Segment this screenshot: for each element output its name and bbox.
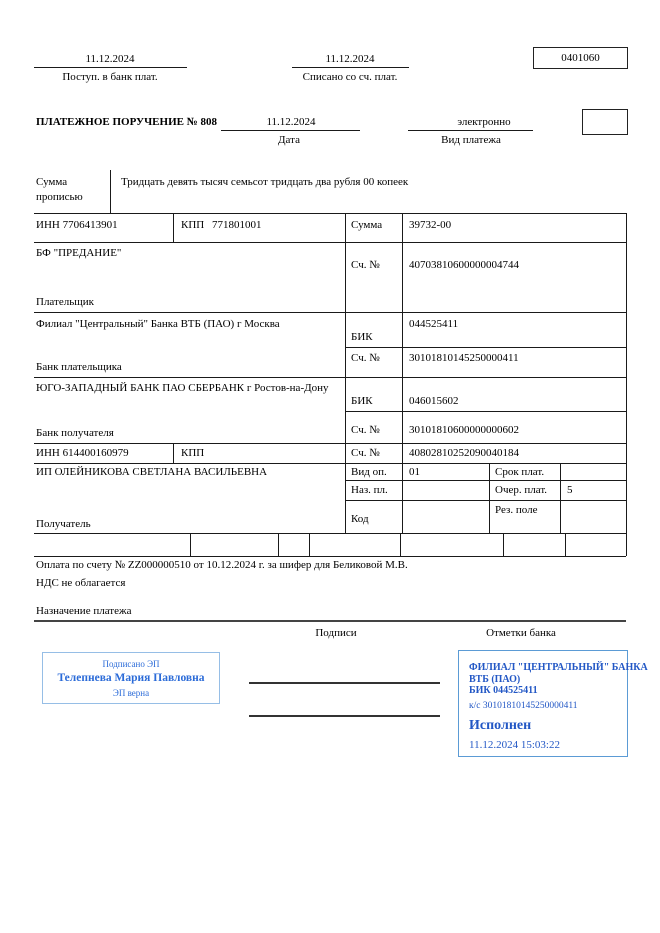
grid-line-v	[345, 213, 346, 533]
grid-line-v	[110, 170, 111, 213]
payment-kind-underline	[408, 130, 533, 131]
date-label: Дата	[278, 134, 300, 146]
signature-stamp-name: Телепнева Мария Павловна	[57, 671, 205, 684]
payer-kpp-label: КПП	[181, 219, 205, 231]
debited-date-underline	[292, 67, 409, 68]
srok-plat-label: Срок плат.	[495, 466, 545, 478]
grid-line-v	[565, 533, 566, 556]
payer-bank-label: Банк плательщика	[36, 361, 122, 373]
payer-kpp: 771801001	[212, 219, 262, 231]
payer-account: 40703810600000004744	[409, 259, 519, 271]
bank-stamp-status: Исполнен	[469, 717, 532, 733]
grid-line-v	[190, 533, 191, 556]
received-date: 11.12.2024	[85, 53, 135, 65]
payee-label: Получатель	[36, 518, 91, 530]
grid-line-v	[400, 533, 401, 556]
payer-bank-account: 30101810145250000411	[409, 352, 519, 364]
grid-line-h	[345, 411, 626, 412]
bank-stamp-line4: к/с 30101810145250000411	[469, 700, 578, 711]
payee-bank-name: ЮГО-ЗАПАДНЫЙ БАНК ПАО СБЕРБАНК г Ростов-на-Дону	[36, 382, 329, 394]
debited-date: 11.12.2024	[325, 53, 375, 65]
payer-bank-name: Филиал "Центральный" Банка ВТБ (ПАО) г Москва	[36, 318, 280, 330]
vid-op-label: Вид оп.	[351, 466, 387, 478]
date-underline	[221, 130, 360, 131]
kod-label: Код	[351, 513, 369, 525]
received-date-underline	[34, 67, 187, 68]
grid-line-h	[34, 533, 626, 534]
payer-inn: ИНН 7706413901	[36, 219, 118, 231]
grid-line-h	[34, 556, 626, 557]
grid-line-h	[34, 377, 626, 378]
signatures-title: Подписи	[315, 627, 357, 639]
naz-pl-label: Наз. пл.	[351, 484, 388, 496]
signature-line-2	[249, 715, 440, 717]
grid-line-h	[345, 480, 626, 481]
grid-line-v	[173, 213, 174, 242]
payee-bank-account: 30101810600000000602	[409, 424, 519, 436]
grid-line-h	[34, 312, 626, 313]
payment-kind-code-box	[582, 109, 628, 135]
vid-op-value: 01	[409, 466, 420, 478]
rez-pole-label: Рез. поле	[495, 504, 538, 516]
payee-name: ИП ОЛЕЙНИКОВА СВЕТЛАНА ВАСИЛЬЕВНА	[36, 466, 268, 478]
ocher-plat-value: 5	[567, 484, 573, 496]
grid-line-v	[309, 533, 310, 556]
payee-bank-bik-label: БИК	[351, 395, 373, 407]
payment-kind-label: Вид платежа	[441, 134, 501, 146]
sum-label: Сумма	[351, 219, 383, 231]
amount-words-label-line1: Сумма	[36, 176, 68, 188]
grid-line-h	[345, 347, 626, 348]
payer-account-label: Сч. №	[351, 259, 380, 271]
electronic-signature-stamp	[42, 652, 220, 704]
form-code: 0401060	[561, 52, 600, 64]
payer-label: Плательщик	[36, 296, 94, 308]
signature-stamp-line1: Подписано ЭП	[102, 658, 160, 669]
grid-line-v	[626, 213, 627, 556]
bank-execution-stamp	[458, 650, 648, 757]
payee-bank-account-label: Сч. №	[351, 424, 380, 436]
ocher-plat-label: Очер. плат.	[495, 484, 548, 496]
payee-bank-bik: 046015602	[409, 395, 459, 407]
grid-line-v	[173, 443, 174, 463]
purpose-divider-line	[34, 620, 626, 622]
signature-stamp-line3: ЭП верна	[112, 687, 150, 698]
bank-stamp-line3: БИК 044525411	[469, 685, 538, 696]
payer-bank-bik-label: БИК	[351, 331, 373, 343]
purpose-text-line2: НДС не облагается	[36, 577, 126, 589]
received-date-label: Поступ. в банк плат.	[62, 71, 158, 83]
grid-line-h	[34, 242, 626, 243]
bank-stamp-line1: ФИЛИАЛ "ЦЕНТРАЛЬНЫЙ" БАНКА	[469, 662, 648, 673]
grid-line-v	[489, 463, 490, 533]
payer-bank-bik: 044525411	[409, 318, 459, 330]
grid-line-h	[34, 213, 626, 214]
payer-name: БФ "ПРЕДАНИЕ"	[36, 247, 122, 259]
bank-stamp-timestamp: 11.12.2024 15:03:22	[469, 738, 560, 751]
grid-line-v	[278, 533, 279, 556]
bank-stamp-line2: ВТБ (ПАО)	[469, 673, 521, 685]
payee-account: 40802810252090040184	[409, 447, 519, 459]
payee-bank-label: Банк получателя	[36, 427, 114, 439]
grid-line-v	[503, 533, 504, 556]
payment-kind-value: электронно	[457, 116, 511, 128]
grid-line-h	[345, 500, 626, 501]
signature-line-1	[249, 682, 440, 684]
amount-words: Тридцать девять тысяч семьсот тридцать два рубля 00 копеек	[121, 176, 409, 188]
grid-line-v	[402, 213, 403, 533]
payee-inn: ИНН 614400160979	[36, 447, 129, 459]
bank-marks-title: Отметки банка	[486, 627, 556, 639]
purpose-text-line1: Оплата по счету № ZZ000000510 от 10.12.2024 г. за шифер для Беликовой М.В.	[36, 559, 408, 571]
document-title: ПЛАТЕЖНОЕ ПОРУЧЕНИЕ № 808	[36, 116, 218, 128]
form-code-box	[533, 47, 628, 69]
purpose-label: Назначение платежа	[36, 605, 132, 617]
document-date: 11.12.2024	[266, 116, 316, 128]
grid-line-h	[34, 463, 626, 464]
payer-bank-account-label: Сч. №	[351, 352, 380, 364]
grid-line-h	[34, 443, 626, 444]
payee-account-label: Сч. №	[351, 447, 380, 459]
sum-value: 39732-00	[409, 219, 452, 231]
grid-line-v	[560, 463, 561, 533]
amount-words-label-line2: прописью	[36, 191, 83, 203]
debited-date-label: Списано со сч. плат.	[302, 71, 398, 83]
payee-kpp-label: КПП	[181, 447, 205, 459]
